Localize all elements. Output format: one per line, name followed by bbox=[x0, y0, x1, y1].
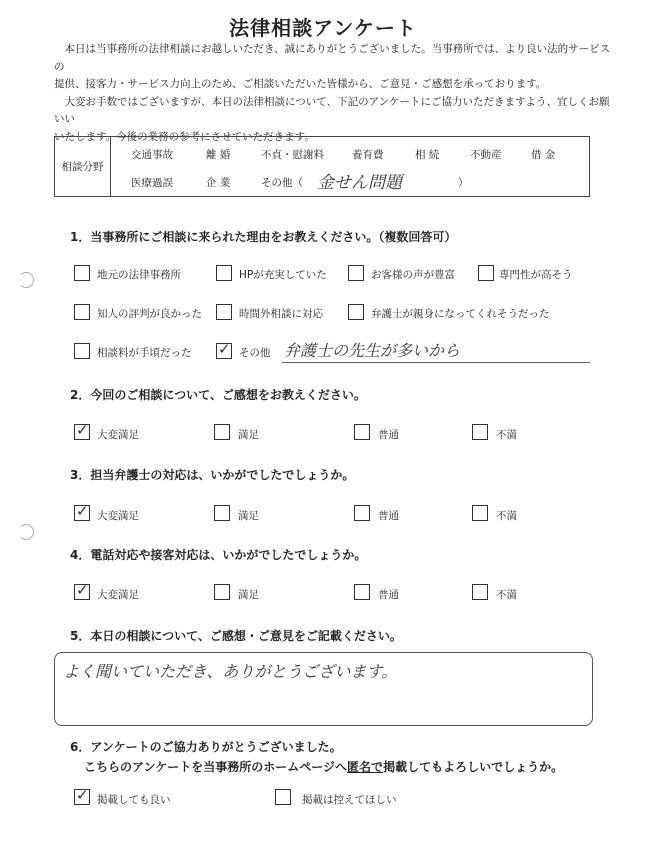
q3-option-very-satisfied: 大変満足 bbox=[97, 510, 139, 522]
q6-option-decline: 掲載は控えてほしい bbox=[302, 794, 397, 806]
intro-p1-line2: 提供、接客力・サービス力向上のため、ご相談いただいた皆様から、ご意見・ご感想を承っております。 bbox=[54, 78, 547, 90]
q2-checkbox-dissatisfied[interactable] bbox=[472, 424, 488, 440]
q6-question-pre: こちらのアンケートを当事務所のホームページへ bbox=[84, 760, 348, 774]
q2-checkbox-very-satisfied[interactable] bbox=[74, 421, 90, 440]
q1-option-other: その他 bbox=[239, 347, 271, 359]
q6-title: 6．アンケートのご協力ありがとうございました。 bbox=[70, 740, 342, 754]
q2-option-very-satisfied: 大変満足 bbox=[97, 429, 139, 441]
q1-checkbox-reputation[interactable] bbox=[74, 304, 90, 320]
category-child-support[interactable]: 養育費 bbox=[352, 149, 384, 161]
category-other-handwritten: 金せん問題 bbox=[317, 173, 402, 193]
q1-other-line bbox=[282, 362, 590, 363]
q1-option-caring: 弁護士が親身になってくれそうだった bbox=[371, 308, 550, 320]
category-real-estate[interactable]: 不動産 bbox=[470, 149, 502, 161]
q6-question bbox=[84, 758, 563, 775]
q1-option-voices: お客様の声が豊富 bbox=[371, 269, 455, 281]
q1-title: 1．当事務所にご相談に来られた理由をお教えください。（複数回答可） bbox=[70, 230, 457, 244]
q4-checkbox-dissatisfied[interactable] bbox=[472, 584, 488, 600]
q1-option-fee: 相談料が手頃だった bbox=[97, 347, 192, 359]
q1-option-local: 地元の法律事務所 bbox=[97, 269, 181, 281]
q3-checkbox-dissatisfied[interactable] bbox=[472, 505, 488, 521]
q2-option-dissatisfied: 不満 bbox=[496, 429, 517, 441]
q1-checkbox-local[interactable] bbox=[74, 265, 90, 281]
q1-checkbox-other[interactable] bbox=[216, 340, 232, 359]
check-mark-icon: ✓ bbox=[76, 581, 89, 599]
q2-option-satisfied: 満足 bbox=[238, 429, 259, 441]
q3-checkbox-very-satisfied[interactable] bbox=[74, 502, 90, 521]
q1-option-after-hours: 時間外相談に対応 bbox=[239, 308, 323, 320]
q2-option-normal: 普通 bbox=[378, 429, 399, 441]
check-mark-icon: ✓ bbox=[76, 786, 89, 804]
q5-comment-handwritten: よく聞いていただき、ありがとうございます。 bbox=[63, 662, 398, 681]
category-divorce[interactable]: 離 婚 bbox=[206, 149, 231, 161]
category-infidelity[interactable]: 不貞・慰謝料 bbox=[261, 149, 324, 161]
page-title: 法律相談アンケート bbox=[229, 16, 417, 40]
q6-option-allow: 掲載しても良い bbox=[97, 794, 171, 806]
q2-checkbox-normal[interactable] bbox=[354, 424, 370, 440]
intro-p2-line1: 大変お手数ではございますが、本日の法律相談について、下記のアンケートにご協力いただきますよう、宜しくお願いい bbox=[54, 95, 610, 125]
q1-option-expertise: 専門性が高そう bbox=[499, 269, 573, 281]
category-other[interactable]: その他（ bbox=[261, 177, 303, 189]
q2-checkbox-satisfied[interactable] bbox=[214, 424, 230, 440]
q1-checkbox-fee[interactable] bbox=[74, 343, 90, 359]
q6-checkbox-decline[interactable] bbox=[275, 789, 291, 805]
q3-checkbox-normal[interactable] bbox=[354, 505, 370, 521]
q4-option-satisfied: 満足 bbox=[238, 589, 259, 601]
intro-text bbox=[54, 41, 614, 146]
category-corporate[interactable]: 企 業 bbox=[206, 177, 231, 189]
q6-checkbox-allow[interactable] bbox=[74, 786, 90, 805]
q1-option-hp: HPが充実していた bbox=[239, 269, 327, 281]
q4-title: 4．電話対応や接客対応は、いかがでしたでしょうか。 bbox=[70, 548, 367, 562]
q3-option-normal: 普通 bbox=[378, 510, 399, 522]
q1-checkbox-caring[interactable] bbox=[348, 304, 364, 320]
punch-hole-icon bbox=[18, 272, 34, 288]
check-mark-icon: ✓ bbox=[76, 502, 89, 520]
q1-checkbox-after-hours[interactable] bbox=[216, 304, 232, 320]
q3-checkbox-satisfied[interactable] bbox=[214, 505, 230, 521]
q4-checkbox-satisfied[interactable] bbox=[214, 584, 230, 600]
intro-p1-line1: 本日は当事務所の法律相談にお越しいただき、誠にありがとうございました。当事務所では、より良い法的サービスの bbox=[54, 43, 611, 73]
q5-title: 5．本日の相談について、ご感想・ご意見をご記載ください。 bbox=[70, 629, 402, 643]
q1-other-handwritten: 弁護士の先生が多いから bbox=[284, 341, 461, 360]
q4-option-dissatisfied: 不満 bbox=[496, 589, 517, 601]
q2-title: 2．今回のご相談について、ご感想をお教えください。 bbox=[70, 388, 366, 402]
category-label: 相談分野 bbox=[55, 137, 111, 196]
q1-option-reputation: 知人の評判が良かった bbox=[97, 308, 202, 320]
q6-question-post: 掲載してもよろしいでしょうか。 bbox=[383, 760, 564, 774]
q3-option-satisfied: 満足 bbox=[238, 510, 259, 522]
category-medical[interactable]: 医療過誤 bbox=[131, 177, 173, 189]
consultation-category-box bbox=[54, 136, 590, 197]
q1-checkbox-voices[interactable] bbox=[348, 265, 364, 281]
q4-option-very-satisfied: 大変満足 bbox=[97, 589, 139, 601]
q5-comment-box[interactable] bbox=[54, 652, 593, 726]
q4-checkbox-normal[interactable] bbox=[354, 584, 370, 600]
check-mark-icon: ✓ bbox=[218, 340, 231, 358]
q4-checkbox-very-satisfied[interactable] bbox=[74, 581, 90, 600]
punch-hole-icon bbox=[18, 524, 34, 540]
q4-option-normal: 普通 bbox=[378, 589, 399, 601]
q3-title: 3．担当弁護士の対応は、いかがでしたでしょうか。 bbox=[70, 468, 355, 482]
q1-checkbox-hp[interactable] bbox=[216, 265, 232, 281]
category-debt[interactable]: 借 金 bbox=[531, 149, 556, 161]
category-traffic[interactable]: 交通事故 bbox=[131, 149, 173, 161]
q1-checkbox-expertise[interactable] bbox=[478, 265, 494, 281]
q6-question-anonymous: 匿名で bbox=[347, 760, 384, 774]
check-mark-icon: ✓ bbox=[76, 421, 89, 439]
category-inheritance[interactable]: 相 続 bbox=[415, 149, 440, 161]
intro-p2-line2: いたします。今後の業務の参考にさせていただきます。 bbox=[54, 130, 315, 143]
category-other-close: ） bbox=[458, 177, 469, 189]
q3-option-dissatisfied: 不満 bbox=[496, 510, 517, 522]
